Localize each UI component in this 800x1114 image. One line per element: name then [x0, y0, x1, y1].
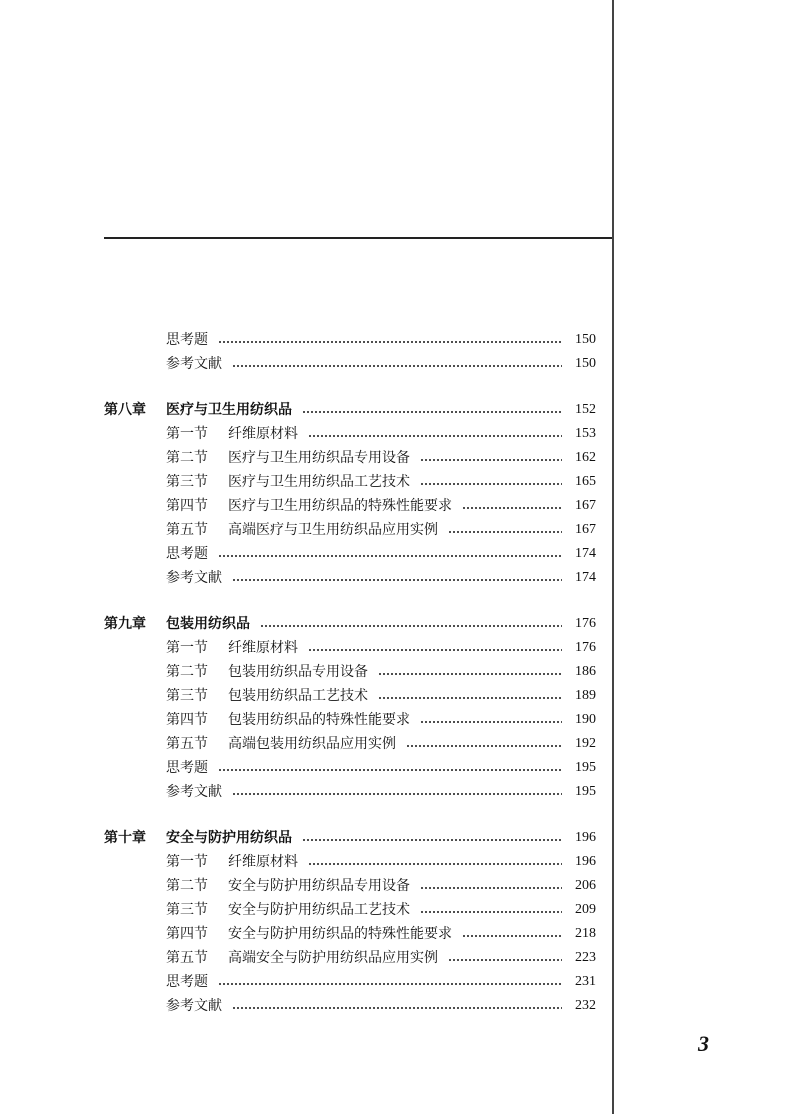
extra-title: 思考题 [166, 760, 208, 776]
section-page: 218 [575, 926, 596, 941]
section-title: 医疗与卫生用纺织品专用设备 [228, 450, 410, 466]
leader-dots [308, 863, 562, 865]
chapter-title: 医疗与卫生用纺织品 [166, 402, 292, 418]
toc-section[interactable] [104, 684, 596, 708]
section-page: 186 [575, 664, 596, 679]
header-rule [104, 237, 612, 239]
leader-dots [420, 721, 562, 723]
section-label: 第五节 [166, 522, 208, 538]
leader-dots [232, 793, 562, 795]
section-label: 第二节 [166, 878, 208, 894]
section-label: 第二节 [166, 450, 208, 466]
chapter-title: 包装用纺织品 [166, 616, 250, 632]
toc-section[interactable] [104, 446, 596, 470]
margin-rule-vertical [612, 0, 614, 1114]
toc-extra[interactable] [104, 994, 596, 1018]
section-title: 纤维原材料 [228, 640, 298, 656]
section-page: 206 [575, 878, 596, 893]
page-number: 3 [698, 1031, 709, 1056]
section-label: 第一节 [166, 640, 208, 656]
chapter-page: 176 [575, 616, 596, 631]
leader-dots [260, 625, 562, 627]
toc-chapter-9[interactable] [104, 612, 596, 636]
toc-chapter-8[interactable] [104, 398, 596, 422]
section-page: 192 [575, 736, 596, 751]
section-title: 纤维原材料 [228, 854, 298, 870]
chapter-title: 安全与防护用纺织品 [166, 830, 292, 846]
toc-section[interactable] [104, 494, 596, 518]
chapter-page: 196 [575, 830, 596, 845]
toc-section[interactable] [104, 922, 596, 946]
section-title: 医疗与卫生用纺织品的特殊性能要求 [228, 498, 452, 514]
extra-page: 174 [575, 570, 596, 585]
leader-dots [218, 769, 562, 771]
toc-section[interactable] [104, 898, 596, 922]
leader-dots [462, 507, 562, 509]
leader-dots [232, 365, 562, 367]
section-label: 第三节 [166, 688, 208, 704]
leader-dots [232, 1007, 562, 1009]
chapter-label: 第十章 [104, 830, 146, 846]
table-of-contents [104, 328, 596, 1018]
leader-dots [302, 411, 562, 413]
toc-section[interactable] [104, 470, 596, 494]
section-label: 第一节 [166, 426, 208, 442]
section-label: 第五节 [166, 950, 208, 966]
section-page: 167 [575, 498, 596, 513]
extra-title: 思考题 [166, 546, 208, 562]
section-label: 第四节 [166, 926, 208, 942]
toc-entry-page: 150 [575, 332, 596, 347]
toc-extra[interactable] [104, 566, 596, 590]
section-page: 189 [575, 688, 596, 703]
section-page: 162 [575, 450, 596, 465]
toc-chapter-10[interactable] [104, 826, 596, 850]
leader-dots [420, 911, 562, 913]
section-label: 第一节 [166, 854, 208, 870]
section-title: 安全与防护用纺织品工艺技术 [228, 902, 410, 918]
section-page: 223 [575, 950, 596, 965]
toc-entry-pre-1[interactable] [104, 352, 596, 376]
section-title: 高端医疗与卫生用纺织品应用实例 [228, 522, 438, 538]
toc-section[interactable] [104, 422, 596, 446]
leader-dots [378, 673, 562, 675]
extra-page: 195 [575, 784, 596, 799]
section-title: 纤维原材料 [228, 426, 298, 442]
toc-section[interactable] [104, 708, 596, 732]
toc-section[interactable] [104, 518, 596, 542]
section-label: 第五节 [166, 736, 208, 752]
extra-page: 232 [575, 998, 596, 1013]
toc-extra[interactable] [104, 970, 596, 994]
toc-entry-title: 思考题 [166, 332, 208, 348]
section-page: 153 [575, 426, 596, 441]
toc-section[interactable] [104, 946, 596, 970]
chapter-page: 152 [575, 402, 596, 417]
leader-dots [302, 839, 562, 841]
section-label: 第四节 [166, 712, 208, 728]
leader-dots [462, 935, 562, 937]
leader-dots [308, 435, 562, 437]
section-page: 167 [575, 522, 596, 537]
section-title: 包装用纺织品工艺技术 [228, 688, 368, 704]
leader-dots [420, 887, 562, 889]
section-title: 安全与防护用纺织品的特殊性能要求 [228, 926, 452, 942]
toc-section[interactable] [104, 636, 596, 660]
leader-dots [448, 531, 562, 533]
section-label: 第二节 [166, 664, 208, 680]
leader-dots [308, 649, 562, 651]
toc-extra[interactable] [104, 542, 596, 566]
section-page: 165 [575, 474, 596, 489]
extra-title: 参考文献 [166, 570, 222, 586]
section-label: 第三节 [166, 902, 208, 918]
leader-dots [420, 483, 562, 485]
leader-dots [218, 983, 562, 985]
toc-section[interactable] [104, 850, 596, 874]
section-page: 209 [575, 902, 596, 917]
extra-page: 231 [575, 974, 596, 989]
section-title: 安全与防护用纺织品专用设备 [228, 878, 410, 894]
extra-page: 174 [575, 546, 596, 561]
section-page: 190 [575, 712, 596, 727]
toc-extra[interactable] [104, 780, 596, 804]
leader-dots [218, 341, 562, 343]
section-title: 包装用纺织品专用设备 [228, 664, 368, 680]
extra-title: 思考题 [166, 974, 208, 990]
section-title: 包装用纺织品的特殊性能要求 [228, 712, 410, 728]
toc-section[interactable] [104, 660, 596, 684]
section-title: 高端安全与防护用纺织品应用实例 [228, 950, 438, 966]
toc-section[interactable] [104, 874, 596, 898]
leader-dots [378, 697, 562, 699]
leader-dots [406, 745, 562, 747]
leader-dots [232, 579, 562, 581]
section-title: 高端包装用纺织品应用实例 [228, 736, 396, 752]
toc-extra[interactable] [104, 756, 596, 780]
extra-title: 参考文献 [166, 998, 222, 1014]
chapter-label: 第九章 [104, 616, 146, 632]
leader-dots [420, 459, 562, 461]
toc-entry-title: 参考文献 [166, 356, 222, 372]
section-label: 第四节 [166, 498, 208, 514]
extra-page: 195 [575, 760, 596, 775]
toc-section[interactable] [104, 732, 596, 756]
leader-dots [218, 555, 562, 557]
leader-dots [448, 959, 562, 961]
chapter-label: 第八章 [104, 402, 146, 418]
toc-entry-page: 150 [575, 356, 596, 371]
toc-entry-pre-0[interactable] [104, 328, 596, 352]
section-page: 196 [575, 854, 596, 869]
section-title: 医疗与卫生用纺织品工艺技术 [228, 474, 410, 490]
extra-title: 参考文献 [166, 784, 222, 800]
section-label: 第三节 [166, 474, 208, 490]
section-page: 176 [575, 640, 596, 655]
